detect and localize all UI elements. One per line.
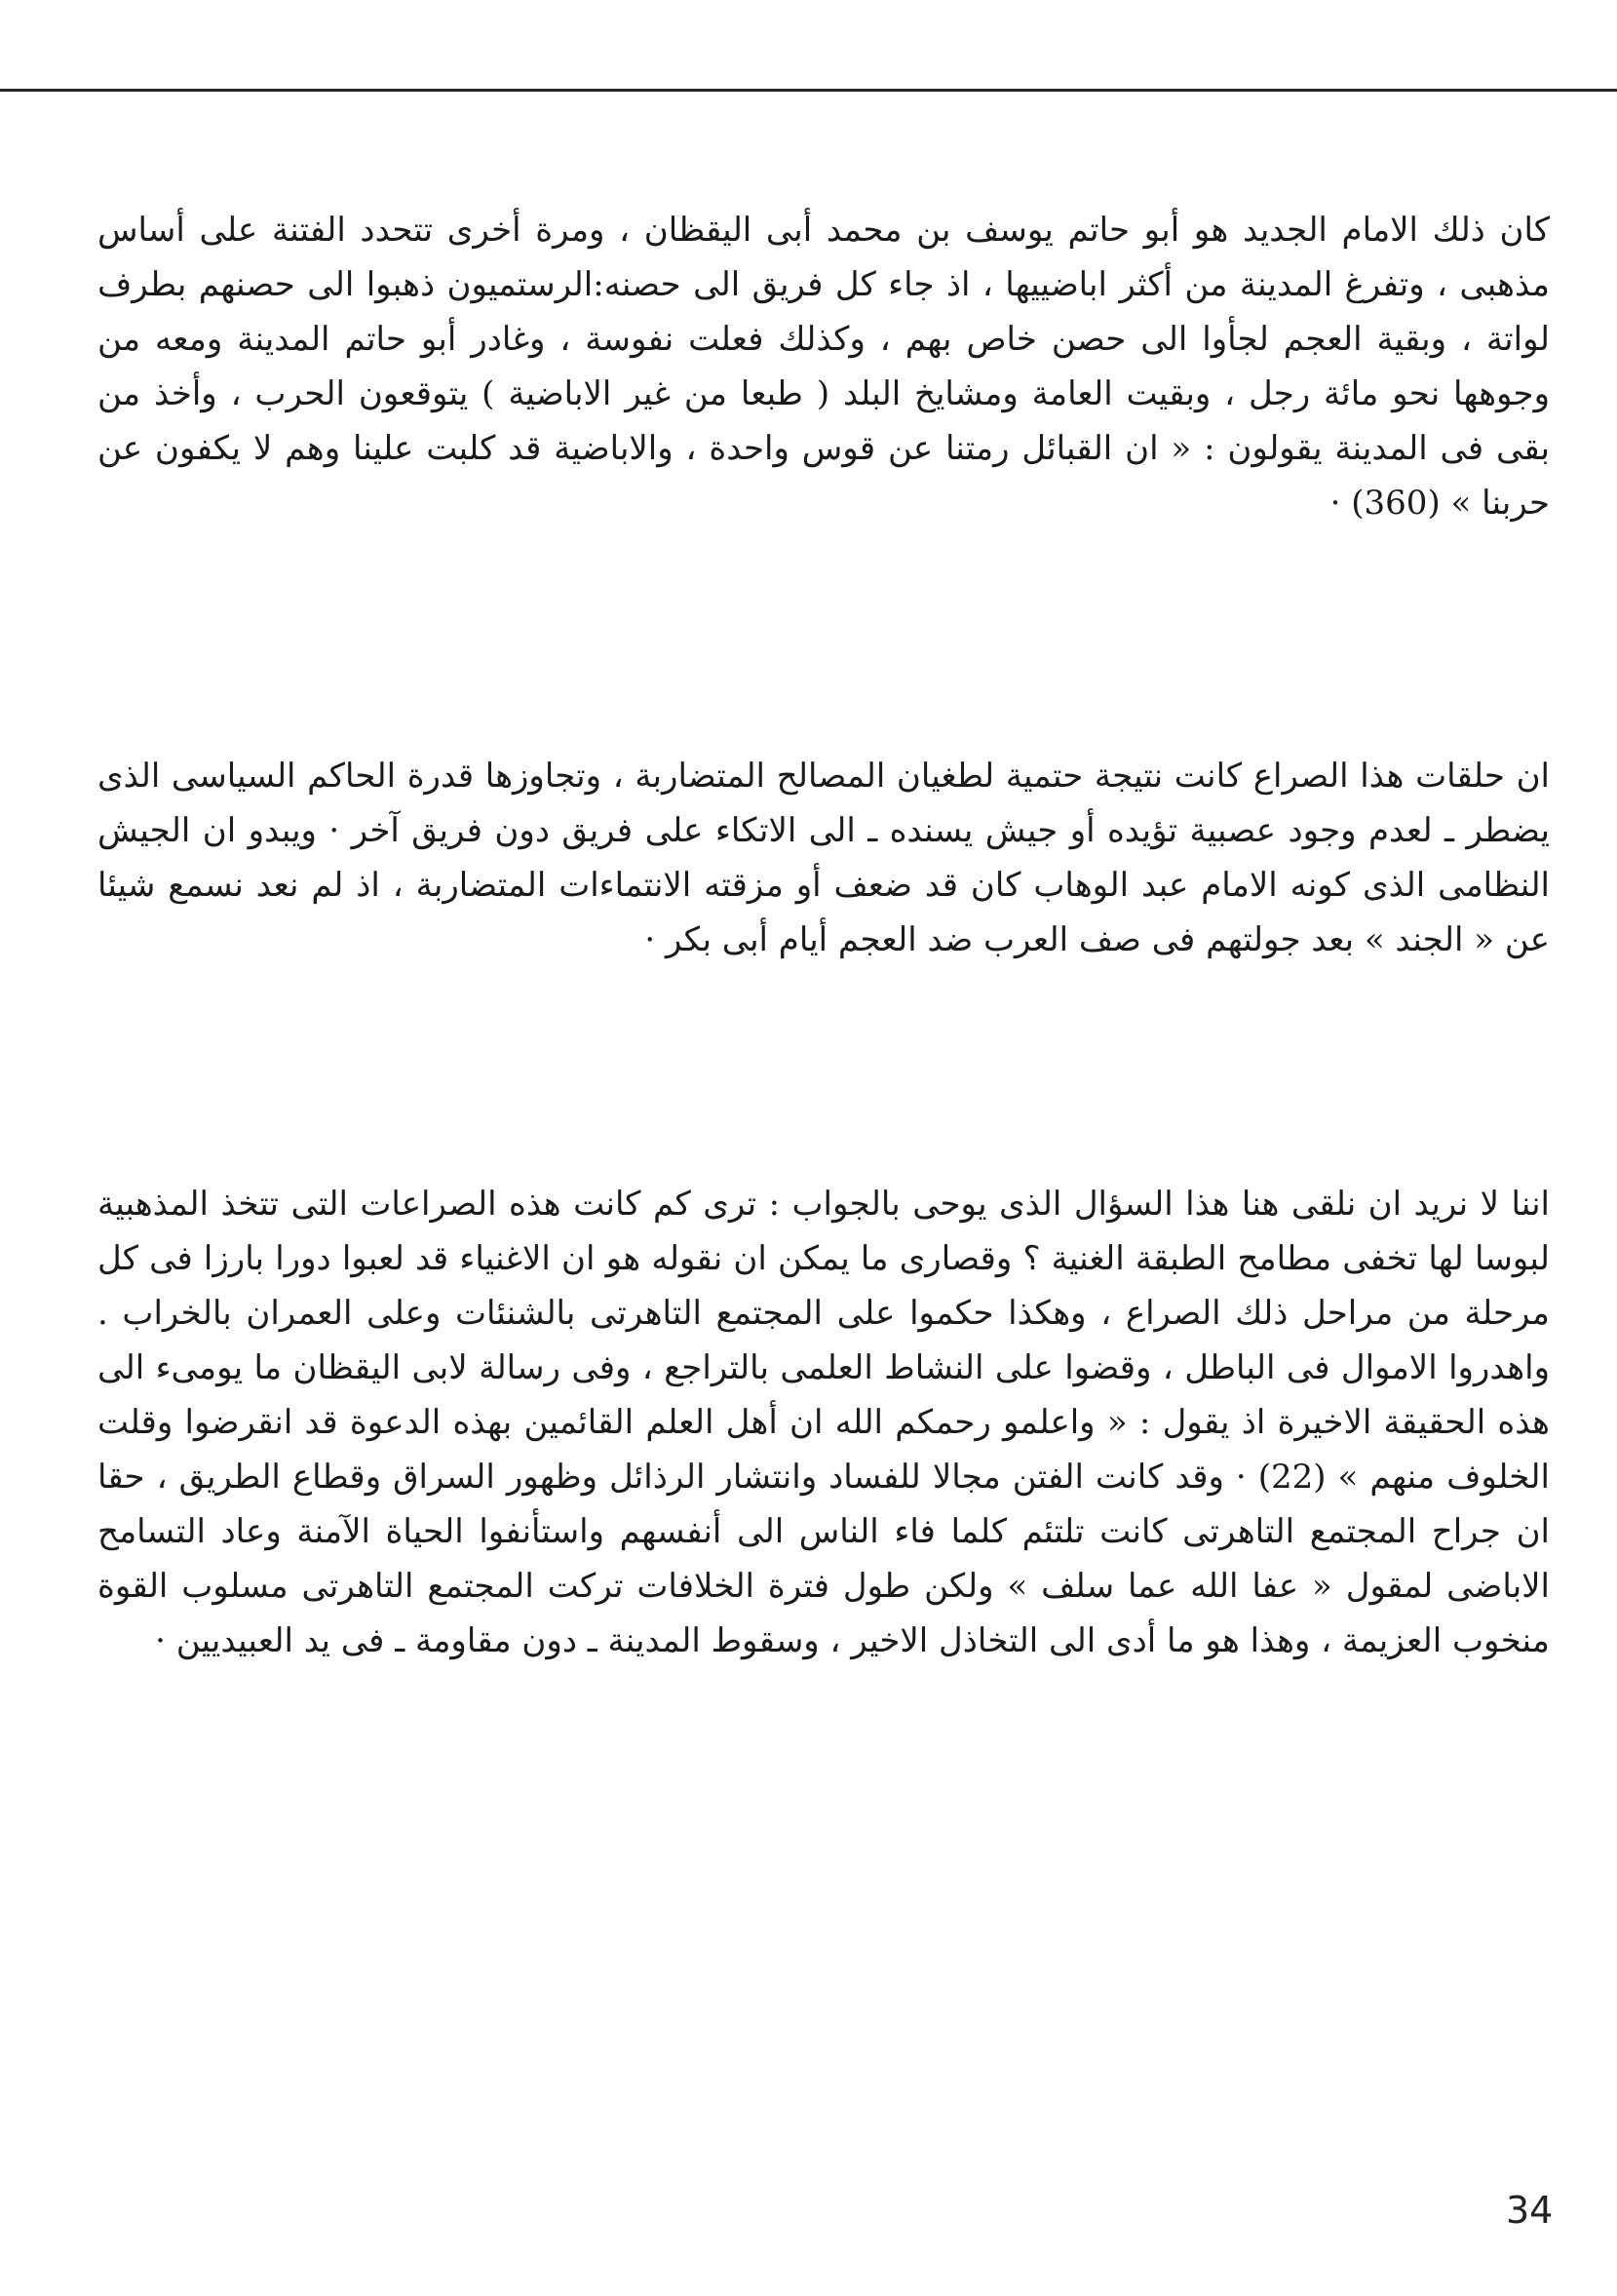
paragraph-2	[97, 749, 1550, 967]
paragraph-text: اننا لا نريد ان نلقى هنا هذا السؤال الذى يوحى بالجواب : ترى كم كانت هذه الصراعات التى تتخذ المذهبية لبوسا لها تخفى مطامح الطبقة الغنية ؟ وقصارى ما يمكن ان نقوله هو ان الاغنياء قد لعبوا دورا بارزا فى كل مرحلة من مراحل ذلك الصراع ، وهكذا حكموا على المجتمع التاهرتى بالشنئات وعلى العمران بالخراب . واهدروا الاموال فى الباطل ، وقضوا على النشاط العلمى بالتراجع ، وفى رسالة لابى اليقظان ما يومىء الى هذه الحقيقة الاخيرة اذ يقول : « واعلمو رحمكم الله ان أهل العلم القائمين بهذه الدعوة قد انقرضوا وقلت الخلوف منهم » (22) · وقد كانت الفتن مجالا للفساد وانتشار الرذائل وظهور السراق وقطاع الطريق ، حقا ان جراح المجتمع التاهرتى كانت تلتئم كلما فاء الناس الى أنفسهم واستأنفوا الحياة الآمنة وعاد التسامح الاباضى لمقول « عفا الله عما سلف » ولكن طول فترة الخلافات تركت المجتمع التاهرتى مسلوب القوة منخوب العزيمة ، وهذا هو ما أدى الى التخاذل الاخير ، وسقوط المدينة ـ دون مقاومة ـ فى يد العبيديين ·	[97, 1185, 1550, 1660]
paragraph-text: ان حلقات هذا الصراع كانت نتيجة حتمية لطغيان المصالح المتضاربة ، وتجاوزها قدرة الحاكم السياسى الذى يضطر ـ لعدم وجود عصبية تؤيده أو جيش يسنده ـ الى الاتكاء على فريق دون فريق آخر · ويبدو ان الجيش النظامى الذى كونه الامام عبد الوهاب كان قد ضعف أو مزقته الانتماءات المتضاربة ، اذ لم نعد نسمع شيئا عن « الجند » بعد جولتهم فى صف العرب ضد العجم أيام أبى بكر ·	[97, 757, 1550, 959]
header-rule	[0, 89, 1617, 92]
page-number: 34	[1506, 2189, 1554, 2232]
paragraph-text: كان ذلك الامام الجديد هو أبو حاتم يوسف بن محمد أبى اليقظان ، ومرة أخرى تتحدد الفتنة على أساس مذهبى ، وتفرغ المدينة من أكثر اباضييها ، اذ جاء كل فريق الى حصنه:الرستميون ذهبوا الى حصنهم بطرف لواتة ، وبقية العجم لجأوا الى حصن خاص بهم ، وكذلك فعلت نفوسة ، وغادر أبو حاتم المدينة ومعه من وجوهها نحو مائة رجل ، وبقيت العامة ومشايخ البلد ( طبعا من غير الاباضية ) يتوقعون الحرب ، وأخذ من بقى فى المدينة يقولون : « ان القبائل رمتنا عن قوس واحدة ، والاباضية قد كلبت علينا وهم لا يكفون عن حربنا » (360) ·	[97, 211, 1551, 523]
paragraph-1	[97, 203, 1550, 530]
paragraph-3	[97, 1177, 1550, 1668]
